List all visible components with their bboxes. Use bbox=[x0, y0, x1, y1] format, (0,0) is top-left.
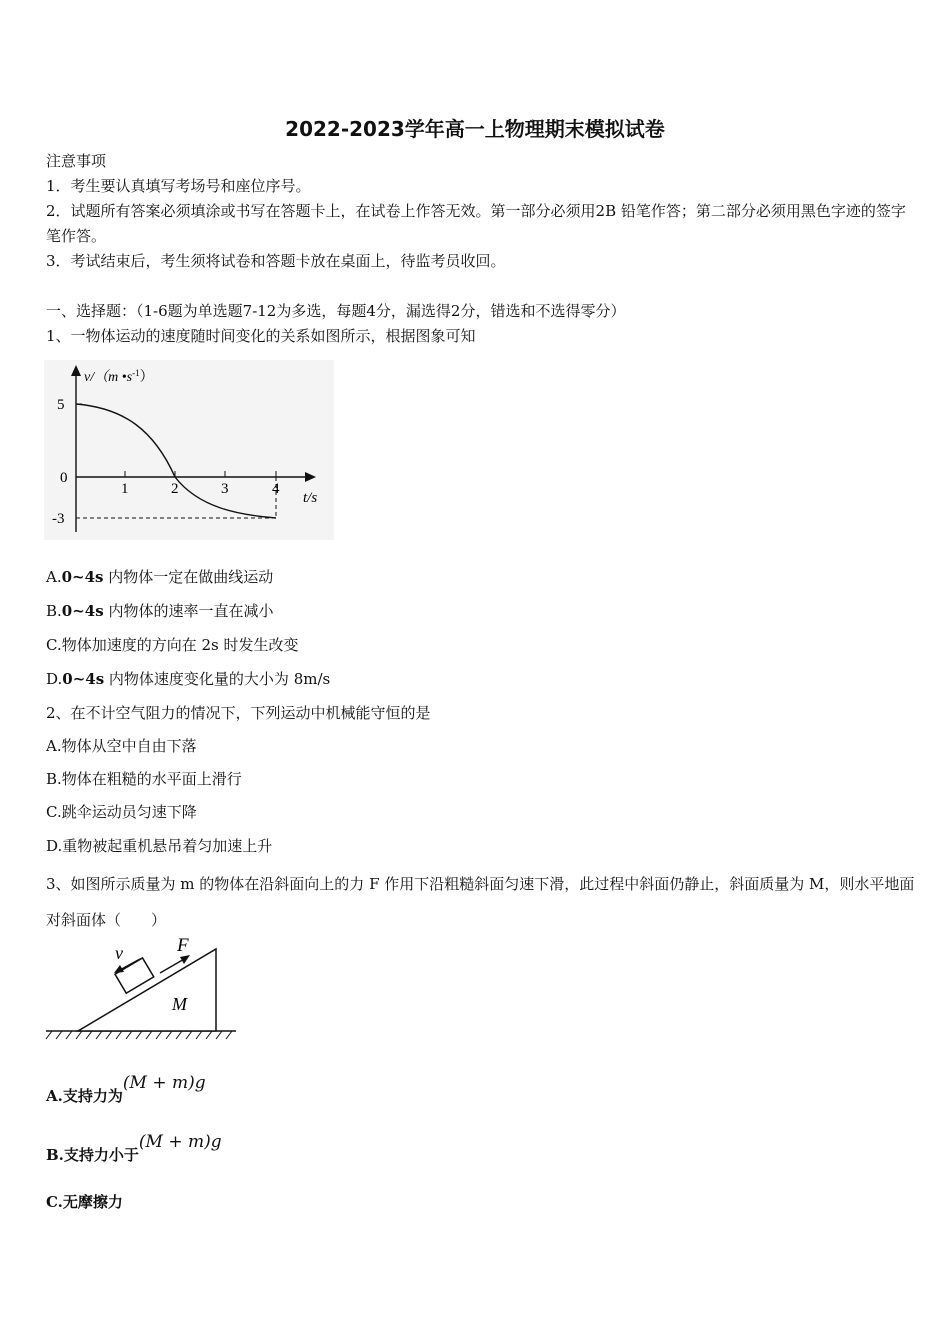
x-tick-label-4: 4 bbox=[272, 481, 280, 497]
q2-stem: 2、在不计空气阻力的情况下，下列运动中机械能守恒的是 bbox=[46, 704, 431, 722]
page-title: 2022-2023学年高一上物理期末模拟试卷 bbox=[285, 117, 665, 141]
block bbox=[115, 958, 154, 993]
q2-option-c: C.跳伞运动员匀速下降 bbox=[46, 803, 197, 821]
q1-option-d: D.0~4s 内物体速度变化量的大小为 8m/s bbox=[46, 670, 331, 688]
velocity-label: v bbox=[115, 943, 123, 963]
q1-option-a: A.0~4s 内物体一定在做曲线运动 bbox=[46, 568, 274, 586]
x-axis-label: t/s bbox=[303, 490, 318, 506]
y-axis-label: v/（m $•s^{-1}$） bbox=[84, 368, 154, 385]
q2-option-d: D.重物被起重机悬吊着匀加速上升 bbox=[46, 837, 273, 855]
q3-option-b: B.支持力小于(M + m)g bbox=[46, 1132, 222, 1164]
graph-background bbox=[44, 360, 334, 540]
incline-wedge bbox=[78, 949, 216, 1031]
notice-item-3: 3．考试结束后，考生须将试卷和答题卡放在桌面上，待监考员收回。 bbox=[46, 252, 506, 270]
y-tick-label-5: 5 bbox=[57, 397, 65, 413]
q2-option-a: A.物体从空中自由下落 bbox=[46, 737, 197, 755]
incline-figure bbox=[44, 935, 244, 1045]
notice-heading: 注意事项 bbox=[46, 152, 107, 170]
notice-item-1: 1．考生要认真填写考场号和座位序号。 bbox=[46, 177, 311, 195]
x-tick-label-1: 1 bbox=[121, 481, 129, 497]
q3-stem: 3、如图所示质量为 m 的物体在沿斜面向上的力 F 作用下沿粗糙斜面匀速下滑，此过程中斜面仍静止，斜面质量为 M，则水平地面对斜面体（ ） bbox=[46, 875, 915, 929]
x-tick-label-2: 2 bbox=[171, 481, 179, 497]
section-heading: 一、选择题：（1-6题为单选题7-12为多选，每题4分，漏选得2分，错选和不选得零分） bbox=[46, 302, 626, 320]
q1-option-b: B.0~4s 内物体的速率一直在减小 bbox=[46, 602, 274, 620]
notice-item-2: 2．试题所有答案必须填涂或书写在答题卡上，在试卷上作答无效。第一部分必须用2B 铅笔作答；第二部分必须用黑色字迹的签字笔作答。 bbox=[46, 202, 906, 245]
y-tick-label-minus3: -3 bbox=[52, 511, 65, 527]
q1-stem: 1、一物体运动的速度随时间变化的关系如图所示，根据图象可知 bbox=[46, 327, 476, 345]
force-arrow-head bbox=[180, 955, 190, 964]
force-label: F bbox=[177, 935, 189, 956]
q3-option-c: C.无摩擦力 bbox=[46, 1193, 123, 1211]
q2-option-b: B.物体在粗糙的水平面上滑行 bbox=[46, 770, 242, 788]
mass-label: M bbox=[172, 994, 187, 1014]
velocity-time-graph bbox=[44, 360, 334, 540]
ground-hatching bbox=[46, 1031, 232, 1039]
x-tick-label-3: 3 bbox=[221, 481, 229, 497]
q1-option-c: C.物体加速度的方向在 2s 时发生改变 bbox=[46, 636, 299, 654]
y-tick-label-0: 0 bbox=[60, 470, 68, 486]
q3-option-a: A.支持力为(M + m)g bbox=[46, 1073, 206, 1105]
